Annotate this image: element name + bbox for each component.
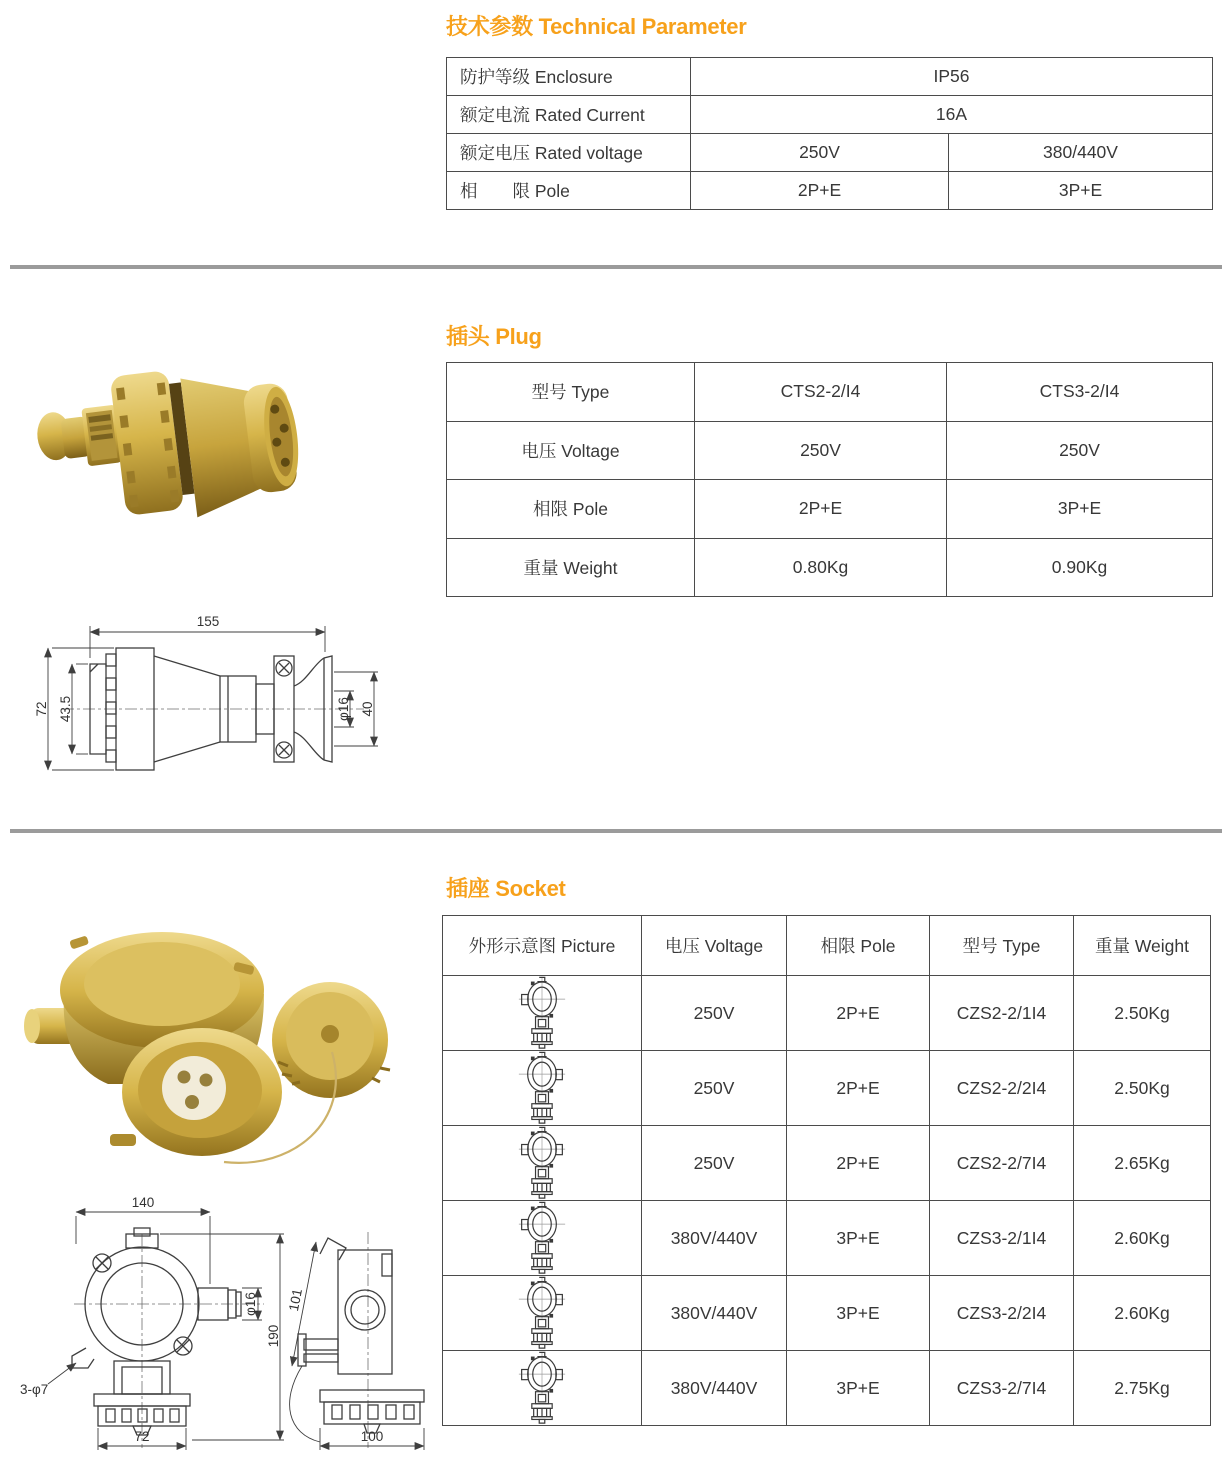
- table-row: [443, 1051, 1211, 1126]
- weight-cell: 2.50Kg: [1074, 976, 1211, 1051]
- technical-parameter-table: [446, 57, 1213, 210]
- col-header-weight: 重量 Weight: [1074, 916, 1211, 976]
- row-value: 2P+E: [691, 172, 949, 210]
- table-row: [443, 1276, 1211, 1351]
- type-cell: CZS3-2/7I4: [930, 1351, 1074, 1426]
- socket-table: [442, 915, 1211, 1426]
- row-label: 相限 Pole: [447, 480, 695, 539]
- type-cell: CZS2-2/1I4: [930, 976, 1074, 1051]
- row-label: 相 限 Pole: [447, 172, 691, 210]
- type-cell: CZS3-2/2I4: [930, 1276, 1074, 1351]
- table-row: [443, 976, 1211, 1051]
- row-label: 型号 Type: [447, 363, 695, 422]
- socket-dimension-drawing: [18, 1196, 443, 1458]
- table-row: [447, 538, 1213, 597]
- weight-cell: 2.50Kg: [1074, 1051, 1211, 1126]
- section-divider: [10, 829, 1222, 833]
- voltage-cell: 250V: [642, 1126, 787, 1201]
- socket-front-icon: [516, 1126, 568, 1200]
- col-header-picture: 外形示意图 Picture: [443, 916, 642, 976]
- weight-cell: 2.65Kg: [1074, 1126, 1211, 1201]
- dim-height: 190: [266, 1324, 281, 1348]
- table-row: [447, 480, 1213, 539]
- row-value: 250V: [691, 134, 949, 172]
- type-cell: CZS2-2/7I4: [930, 1126, 1074, 1201]
- row-label: 额定电流 Rated Current: [447, 96, 691, 134]
- row-value: CTS3-2/I4: [947, 363, 1213, 422]
- socket-photo: [12, 912, 424, 1184]
- row-value: 380/440V: [949, 134, 1213, 172]
- socket-front-icon: [516, 1201, 568, 1275]
- table-row: [447, 96, 1213, 134]
- table-row: [443, 1351, 1211, 1426]
- col-header-voltage: 电压 Voltage: [642, 916, 787, 976]
- plug-photo: [25, 348, 320, 553]
- weight-cell: 2.60Kg: [1074, 1276, 1211, 1351]
- row-value: 3P+E: [949, 172, 1213, 210]
- dim-end-dia: 40: [360, 701, 375, 717]
- voltage-cell: 250V: [642, 976, 787, 1051]
- pole-cell: 3P+E: [787, 1351, 930, 1426]
- table-row: [447, 363, 1213, 422]
- table-row: [447, 134, 1213, 172]
- weight-cell: 2.60Kg: [1074, 1201, 1211, 1276]
- tech-section-title: 技术参数 Technical Parameter: [446, 14, 747, 39]
- row-value: 0.80Kg: [695, 538, 947, 597]
- socket-front-icon: [516, 1351, 568, 1425]
- pole-cell: 2P+E: [787, 976, 930, 1051]
- pole-cell: 2P+E: [787, 1126, 930, 1201]
- row-label: 额定电压 Rated voltage: [447, 134, 691, 172]
- picture-cell: [443, 1351, 642, 1426]
- table-header-row: [443, 916, 1211, 976]
- picture-cell: [443, 1276, 642, 1351]
- pole-cell: 3P+E: [787, 1201, 930, 1276]
- picture-cell: [443, 1051, 642, 1126]
- dim-height: 72: [34, 701, 49, 717]
- picture-cell: [443, 1126, 642, 1201]
- picture-cell: [443, 976, 642, 1051]
- table-row: [447, 58, 1213, 96]
- dim-side: 101: [285, 1287, 306, 1313]
- plug-table: [446, 362, 1213, 597]
- socket-section-title: 插座 Socket: [446, 876, 566, 901]
- dim-side-base-width: 100: [360, 1429, 384, 1444]
- dim-width: 140: [131, 1196, 155, 1210]
- voltage-cell: 380V/440V: [642, 1276, 787, 1351]
- voltage-cell: 250V: [642, 1051, 787, 1126]
- dim-spigot-dia: φ16: [243, 1292, 258, 1316]
- row-value: 2P+E: [695, 480, 947, 539]
- pole-cell: 3P+E: [787, 1276, 930, 1351]
- table-row: [447, 421, 1213, 480]
- dim-length: 155: [196, 614, 220, 629]
- type-cell: CZS2-2/2I4: [930, 1051, 1074, 1126]
- plug-section-title: 插头 Plug: [446, 324, 542, 349]
- row-value: 250V: [695, 421, 947, 480]
- pole-cell: 2P+E: [787, 1051, 930, 1126]
- socket-front-icon: [516, 976, 568, 1050]
- row-value: 250V: [947, 421, 1213, 480]
- dim-base-width: 72: [134, 1429, 150, 1444]
- row-value: IP56: [691, 58, 1213, 96]
- plug-dimension-drawing: [28, 606, 433, 806]
- row-value: 0.90Kg: [947, 538, 1213, 597]
- section-divider: [10, 265, 1222, 269]
- table-row: [447, 172, 1213, 210]
- type-cell: CZS3-2/1I4: [930, 1201, 1074, 1276]
- dim-mount-holes: 3-φ7: [20, 1382, 49, 1397]
- row-label: 电压 Voltage: [447, 421, 695, 480]
- dim-cable-dia: φ16: [336, 697, 351, 721]
- dim-body-height: 43.5: [58, 695, 73, 723]
- picture-cell: [443, 1201, 642, 1276]
- col-header-pole: 相限 Pole: [787, 916, 930, 976]
- weight-cell: 2.75Kg: [1074, 1351, 1211, 1426]
- row-label: 重量 Weight: [447, 538, 695, 597]
- table-row: [443, 1126, 1211, 1201]
- row-label: 防护等级 Enclosure: [447, 58, 691, 96]
- col-header-type: 型号 Type: [930, 916, 1074, 976]
- row-value: 3P+E: [947, 480, 1213, 539]
- row-value: 16A: [691, 96, 1213, 134]
- voltage-cell: 380V/440V: [642, 1201, 787, 1276]
- socket-front-icon: [516, 1051, 568, 1125]
- row-value: CTS2-2/I4: [695, 363, 947, 422]
- socket-front-icon: [516, 1276, 568, 1350]
- table-row: [443, 1201, 1211, 1276]
- voltage-cell: 380V/440V: [642, 1351, 787, 1426]
